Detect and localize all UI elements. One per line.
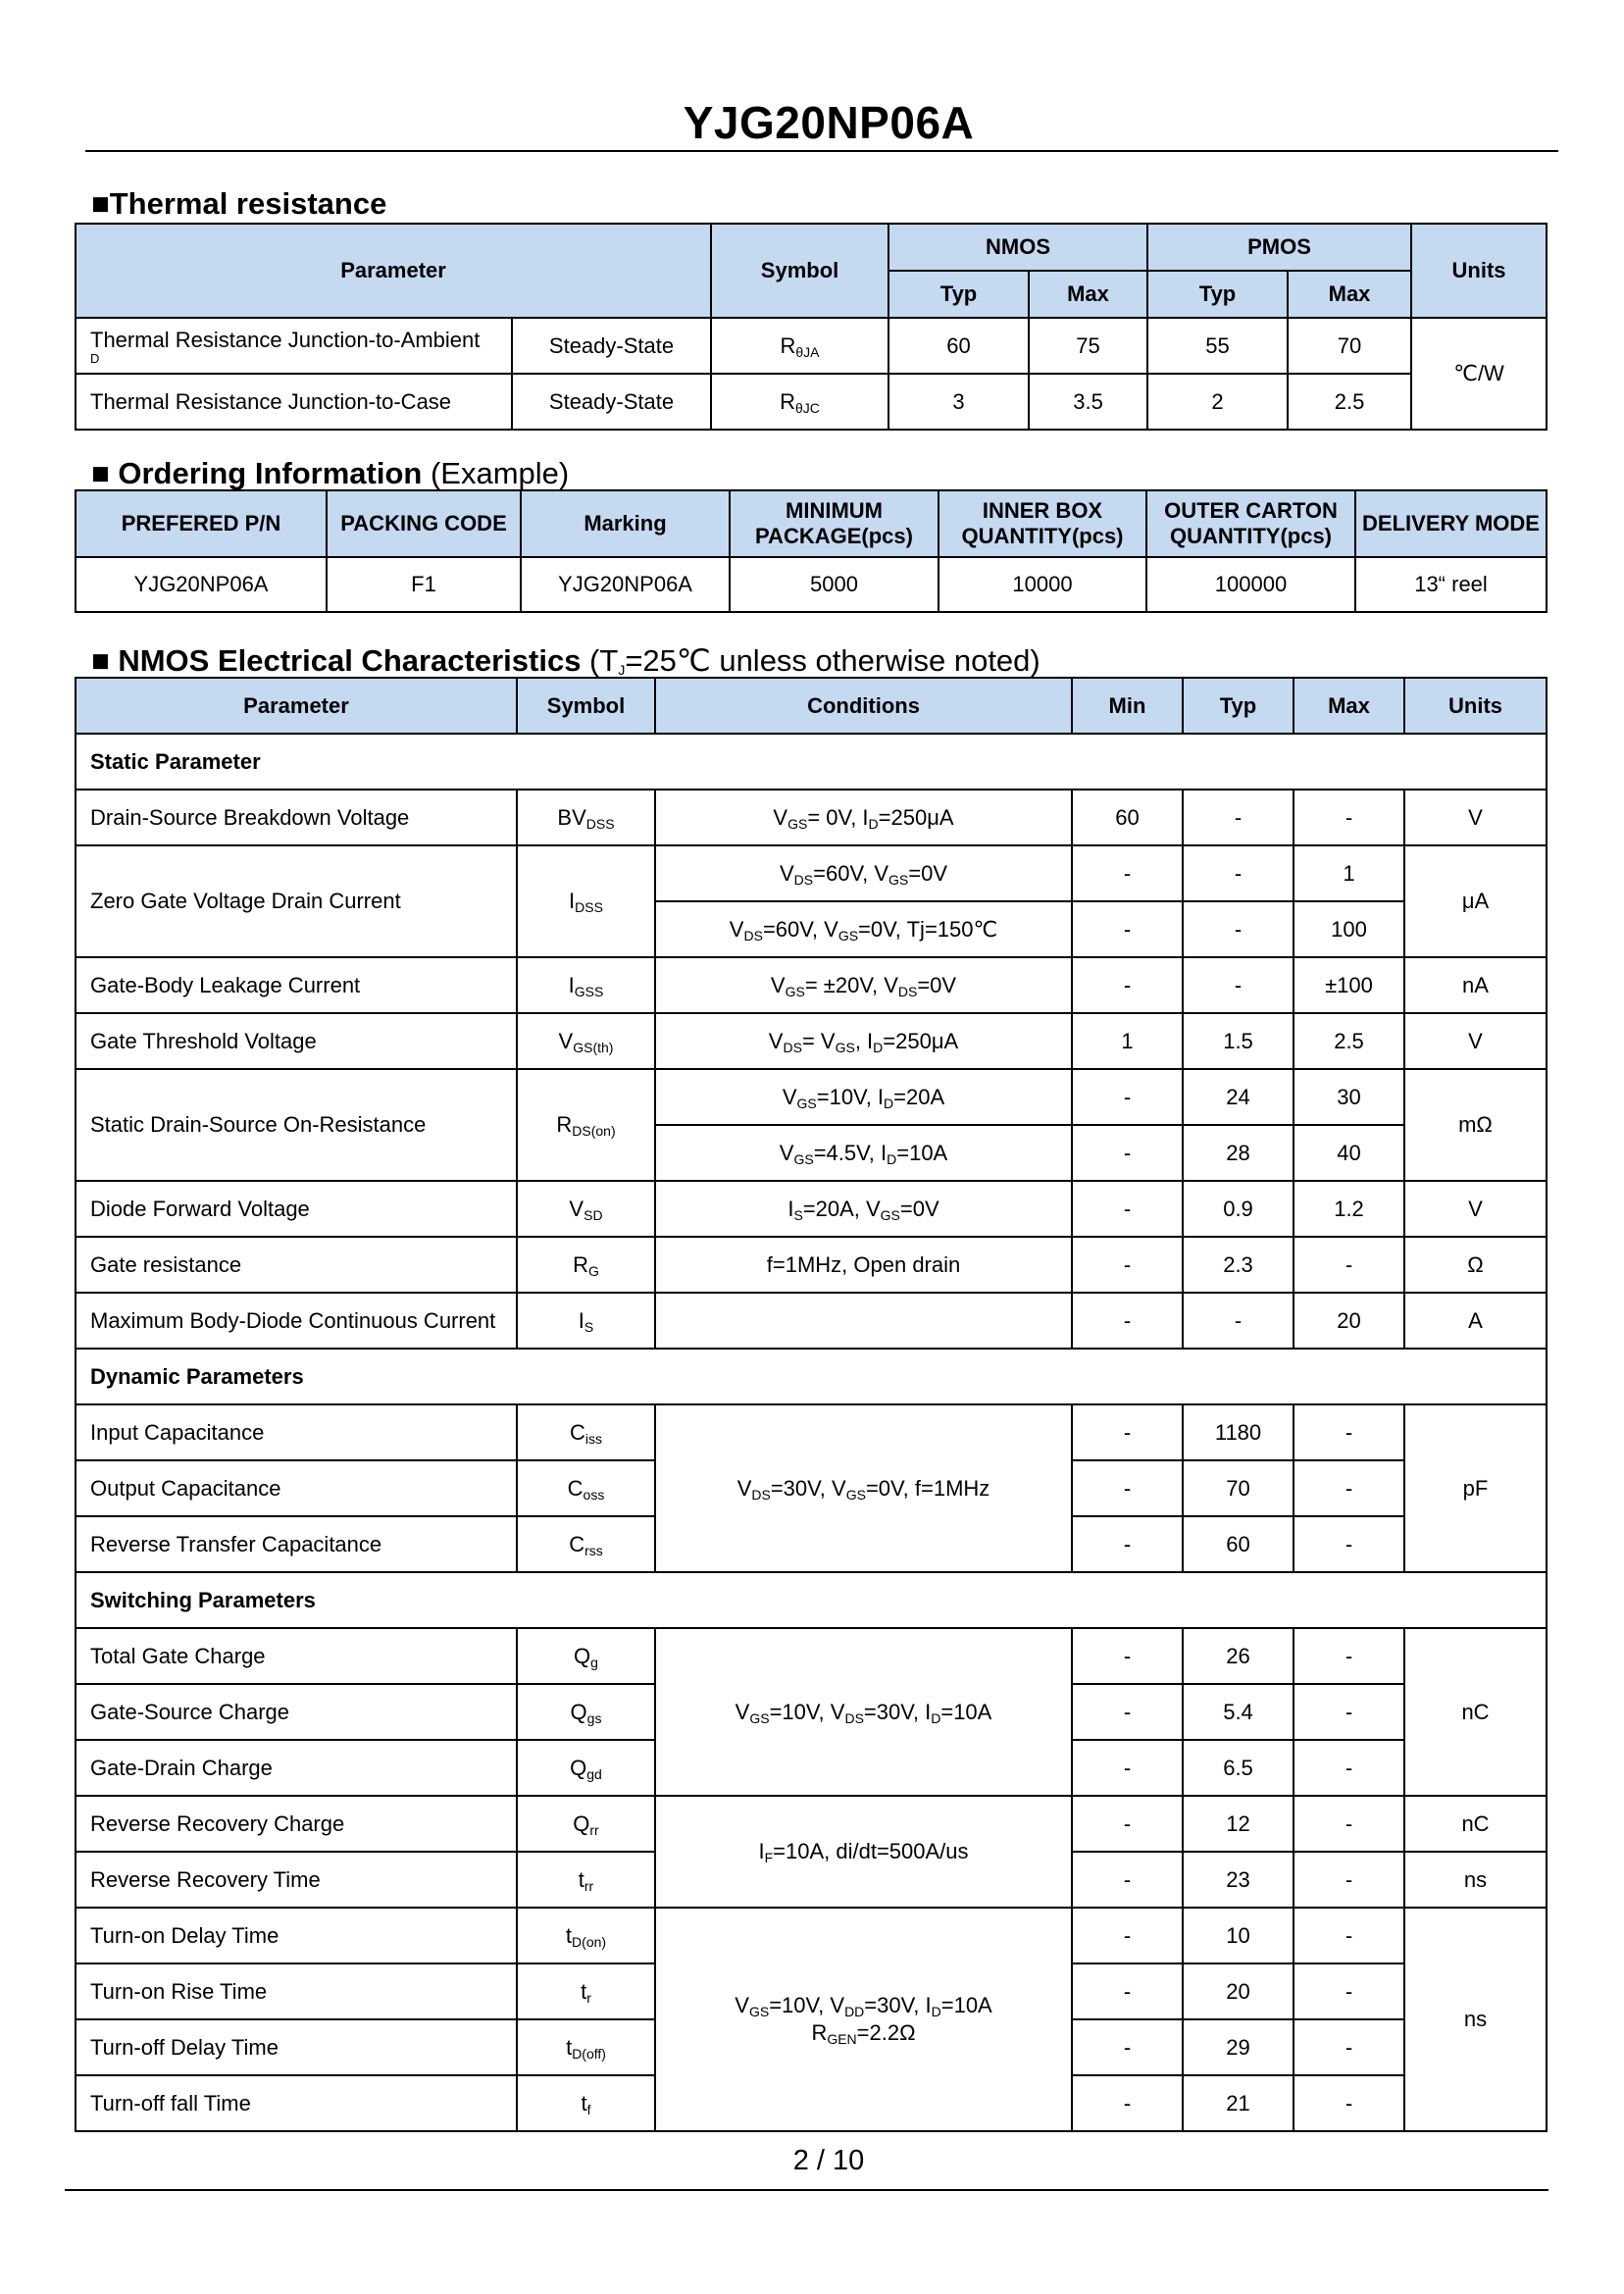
- thermal-cond: Steady-State: [512, 374, 711, 430]
- table-row: [76, 1628, 1547, 1684]
- thermal-cond: Steady-State: [512, 318, 711, 374]
- param-conditions: f=1MHz, Open drain: [655, 1237, 1072, 1293]
- nmos-table: [75, 677, 1548, 2132]
- param-conditions: $V_{DS}=60V$, $V_{GS}=0V$: [655, 845, 1072, 901]
- thermal-units: ℃/W: [1411, 318, 1547, 430]
- value-typ: 10: [1183, 1908, 1294, 1963]
- value-unit: pF: [1404, 1404, 1547, 1572]
- value-max: -: [1294, 1628, 1404, 1684]
- table-row: [76, 1013, 1547, 1069]
- value-min: -: [1072, 901, 1183, 957]
- value-min: -: [1072, 1628, 1183, 1684]
- param-name: Gate-Source Charge: [76, 1684, 517, 1740]
- param-conditions: $V_{GS}=10V$, $I_D=20A$: [655, 1069, 1072, 1125]
- value-typ: -: [1183, 845, 1294, 901]
- value-min: -: [1072, 1237, 1183, 1293]
- value-typ: 24: [1183, 1069, 1294, 1125]
- col-header-symbol: Symbol: [517, 678, 655, 734]
- ordering-cell: YJG20NP06A: [521, 557, 730, 612]
- param-name: Diode Forward Voltage: [76, 1181, 517, 1237]
- param-symbol: $V_{GS(th)}$: [517, 1013, 655, 1069]
- value-typ: 2.3: [1183, 1237, 1294, 1293]
- value-max: 1: [1294, 845, 1404, 901]
- ordering-header: INNER BOX QUANTITY(pcs): [939, 490, 1146, 557]
- col-header-parameter: Parameter: [76, 678, 517, 734]
- value-max: -: [1294, 1404, 1404, 1460]
- th-nmos-max: Max: [1029, 271, 1147, 318]
- table-row: [76, 790, 1547, 845]
- value-unit: μA: [1404, 845, 1547, 957]
- value-max: -: [1294, 1796, 1404, 1852]
- value-typ: 12: [1183, 1796, 1294, 1852]
- value-unit: V: [1404, 790, 1547, 845]
- table-row: [76, 1908, 1547, 1963]
- th-pmos-max: Max: [1288, 271, 1411, 318]
- value-typ: -: [1183, 790, 1294, 845]
- table-row: [76, 557, 1547, 612]
- value-max: 100: [1294, 901, 1404, 957]
- value-typ: -: [1183, 901, 1294, 957]
- table-row: [76, 1293, 1547, 1349]
- value-max: 40: [1294, 1125, 1404, 1181]
- nmos-heading: ■ NMOS Electrical Characteristics ($T_J=25℃$ unless otherwise noted): [91, 643, 1040, 678]
- col-header-max: Max: [1294, 678, 1404, 734]
- param-name: Turn-on Delay Time: [76, 1908, 517, 1963]
- param-name: Output Capacitance: [76, 1460, 517, 1516]
- value-unit: nC: [1404, 1796, 1547, 1852]
- value-max: 2.5: [1294, 1013, 1404, 1069]
- value-typ: 20: [1183, 1963, 1294, 2019]
- ordering-cell: F1: [327, 557, 521, 612]
- param-name: Reverse Recovery Time: [76, 1852, 517, 1908]
- value-max: -: [1294, 1516, 1404, 1572]
- th-parameter: Parameter: [76, 224, 711, 318]
- value-min: -: [1072, 1460, 1183, 1516]
- value-min: -: [1072, 1740, 1183, 1796]
- value-unit: ns: [1404, 1908, 1547, 2131]
- ordering-header: PREFERED P/N: [76, 490, 327, 557]
- param-symbol: $BV_{DSS}$: [517, 790, 655, 845]
- ordering-table: [75, 489, 1548, 613]
- table-row: [76, 957, 1547, 1013]
- thermal-symbol: $R_{\theta JC}$: [711, 374, 888, 430]
- value-typ: 5.4: [1183, 1684, 1294, 1740]
- value-typ: -: [1183, 1293, 1294, 1349]
- page-number: 2 / 10: [792, 2145, 865, 2176]
- param-symbol: $R_G$: [517, 1237, 655, 1293]
- param-symbol: $Q_{rr}$: [517, 1796, 655, 1852]
- thermal-heading: ■Thermal resistance: [91, 186, 387, 221]
- table-row: [76, 1069, 1547, 1125]
- table-row: [76, 374, 1547, 430]
- param-symbol: $C_{rss}$: [517, 1516, 655, 1572]
- col-header-min: Min: [1072, 678, 1183, 734]
- param-conditions: $V_{GS}=10V$, $V_{DD}=30V$, $I_D=10A$ $R_{GEN}=2.2\Omega$: [655, 1908, 1072, 2131]
- table-row: [76, 845, 1547, 901]
- value-min: -: [1072, 845, 1183, 901]
- thermal-value: 60: [888, 318, 1029, 374]
- value-unit: A: [1404, 1293, 1547, 1349]
- footer-rule: [65, 2189, 1548, 2191]
- value-typ: 28: [1183, 1125, 1294, 1181]
- value-max: -: [1294, 1852, 1404, 1908]
- value-max: -: [1294, 1237, 1404, 1293]
- value-min: -: [1072, 1516, 1183, 1572]
- param-name: Gate-Body Leakage Current: [76, 957, 517, 1013]
- ordering-header: PACKING CODE: [327, 490, 521, 557]
- value-typ: -: [1183, 957, 1294, 1013]
- param-name: Turn-off Delay Time: [76, 2019, 517, 2075]
- value-min: -: [1072, 2075, 1183, 2131]
- table-row: [76, 318, 1547, 374]
- value-typ: 1.5: [1183, 1013, 1294, 1069]
- param-conditions: $V_{DS}= V_{GS}$, $I_D=250\mu A$: [655, 1013, 1072, 1069]
- th-units: Units: [1411, 224, 1547, 318]
- value-min: -: [1072, 1963, 1183, 2019]
- th-pmos: PMOS: [1147, 224, 1411, 271]
- value-max: -: [1294, 790, 1404, 845]
- value-max: -: [1294, 1908, 1404, 1963]
- value-max: -: [1294, 1460, 1404, 1516]
- value-max: -: [1294, 2019, 1404, 2075]
- value-unit: ns: [1404, 1852, 1547, 1908]
- thermal-value: 2: [1147, 374, 1288, 430]
- param-conditions: $V_{GS}=4.5V$, $I_D=10A$: [655, 1125, 1072, 1181]
- param-symbol: $Q_g$: [517, 1628, 655, 1684]
- thermal-value: 3: [888, 374, 1029, 430]
- header-rule: [85, 150, 1558, 152]
- param-name: Drain-Source Breakdown Voltage: [76, 790, 517, 845]
- param-conditions: $V_{DS}=30V$, $V_{GS}=0V$, f=1MHz: [655, 1404, 1072, 1572]
- value-min: -: [1072, 1069, 1183, 1125]
- col-header-conditions: Conditions: [655, 678, 1072, 734]
- table-row: [76, 1404, 1547, 1460]
- param-name: Reverse Transfer Capacitance: [76, 1516, 517, 1572]
- param-name: Maximum Body-Diode Continuous Current: [76, 1293, 517, 1349]
- value-min: -: [1072, 1908, 1183, 1963]
- value-max: -: [1294, 1684, 1404, 1740]
- value-typ: 21: [1183, 2075, 1294, 2131]
- value-unit: nC: [1404, 1628, 1547, 1796]
- param-name: Static Drain-Source On-Resistance: [76, 1069, 517, 1181]
- value-min: -: [1072, 957, 1183, 1013]
- param-symbol: $Q_{gd}$: [517, 1740, 655, 1796]
- ordering-cell: 100000: [1146, 557, 1355, 612]
- ordering-cell: 13“ reel: [1355, 557, 1547, 612]
- thermal-value: 55: [1147, 318, 1288, 374]
- param-symbol: $t_{D(on)}$: [517, 1908, 655, 1963]
- value-typ: 60: [1183, 1516, 1294, 1572]
- document-title: YJG20NP06A: [683, 97, 975, 148]
- value-min: -: [1072, 1181, 1183, 1237]
- value-unit: V: [1404, 1013, 1547, 1069]
- param-name: Gate Threshold Voltage: [76, 1013, 517, 1069]
- value-typ: 6.5: [1183, 1740, 1294, 1796]
- value-min: 60: [1072, 790, 1183, 845]
- param-name: Turn-off fall Time: [76, 2075, 517, 2131]
- value-max: -: [1294, 2075, 1404, 2131]
- ordering-heading: ■ Ordering Information (Example): [91, 456, 570, 490]
- col-header-units: Units: [1404, 678, 1547, 734]
- value-typ: 23: [1183, 1852, 1294, 1908]
- thermal-param: Thermal Resistance Junction-to-Case: [76, 374, 512, 430]
- param-conditions: $I_F=10A$, di/dt=500A/us: [655, 1796, 1072, 1908]
- th-nmos: NMOS: [888, 224, 1147, 271]
- param-name: Input Capacitance: [76, 1404, 517, 1460]
- value-max: -: [1294, 1963, 1404, 2019]
- value-min: -: [1072, 1404, 1183, 1460]
- ordering-cell: 10000: [939, 557, 1146, 612]
- value-max: 20: [1294, 1293, 1404, 1349]
- value-typ: 70: [1183, 1460, 1294, 1516]
- param-symbol: $Q_{gs}$: [517, 1684, 655, 1740]
- thermal-value: 70: [1288, 318, 1411, 374]
- param-symbol: $I_{DSS}$: [517, 845, 655, 957]
- value-typ: 1180: [1183, 1404, 1294, 1460]
- thermal-value: 75: [1029, 318, 1147, 374]
- th-symbol: Symbol: [711, 224, 888, 318]
- group-dynamic: Dynamic Parameters: [76, 1349, 1547, 1404]
- param-conditions: $V_{GS}= 0V$, $I_D=250\mu A$: [655, 790, 1072, 845]
- value-unit: mΩ: [1404, 1069, 1547, 1181]
- value-unit: Ω: [1404, 1237, 1547, 1293]
- footnote-ref: D: [90, 350, 100, 366]
- col-header-typ: Typ: [1183, 678, 1294, 734]
- table-row: [76, 1237, 1547, 1293]
- value-unit: V: [1404, 1181, 1547, 1237]
- param-conditions: $V_{DS}=60V$, $V_{GS}=0V$, Tj=150℃: [655, 901, 1072, 957]
- param-name: Reverse Recovery Charge: [76, 1796, 517, 1852]
- param-symbol: $t_{D(off)}$: [517, 2019, 655, 2075]
- ordering-header: OUTER CARTON QUANTITY(pcs): [1146, 490, 1355, 557]
- value-min: -: [1072, 1684, 1183, 1740]
- value-min: -: [1072, 1293, 1183, 1349]
- ordering-cell: 5000: [730, 557, 939, 612]
- param-symbol: $t_f$: [517, 2075, 655, 2131]
- thermal-table: [75, 223, 1548, 431]
- value-max: -: [1294, 1740, 1404, 1796]
- value-typ: 0.9: [1183, 1181, 1294, 1237]
- ordering-cell: YJG20NP06A: [76, 557, 327, 612]
- param-symbol: $C_{iss}$: [517, 1404, 655, 1460]
- ordering-header: Marking: [521, 490, 730, 557]
- param-name: Gate resistance: [76, 1237, 517, 1293]
- param-conditions: [655, 1293, 1072, 1349]
- table-row: [76, 1796, 1547, 1852]
- param-conditions: $V_{GS}= \pm 20V$, $V_{DS}=0V$: [655, 957, 1072, 1013]
- value-min: -: [1072, 1796, 1183, 1852]
- group-static: Static Parameter: [76, 734, 1547, 790]
- value-min: -: [1072, 1852, 1183, 1908]
- thermal-value: 2.5: [1288, 374, 1411, 430]
- value-min: -: [1072, 1125, 1183, 1181]
- value-max: 1.2: [1294, 1181, 1404, 1237]
- param-name: Zero Gate Voltage Drain Current: [76, 845, 517, 957]
- param-symbol: $t_r$: [517, 1963, 655, 2019]
- value-unit: nA: [1404, 957, 1547, 1013]
- param-name: Turn-on Rise Time: [76, 1963, 517, 2019]
- value-max: 30: [1294, 1069, 1404, 1125]
- th-nmos-typ: Typ: [888, 271, 1029, 318]
- ordering-header: DELIVERY MODE: [1355, 490, 1547, 557]
- param-conditions: $I_S=20A$, $V_{GS}=0V$: [655, 1181, 1072, 1237]
- param-symbol: $V_{SD}$: [517, 1181, 655, 1237]
- group-switching: Switching Parameters: [76, 1572, 1547, 1628]
- value-min: 1: [1072, 1013, 1183, 1069]
- param-name: Gate-Drain Charge: [76, 1740, 517, 1796]
- param-symbol: $I_S$: [517, 1293, 655, 1349]
- table-row: [76, 1181, 1547, 1237]
- thermal-value: 3.5: [1029, 374, 1147, 430]
- value-typ: 26: [1183, 1628, 1294, 1684]
- param-symbol: $t_{rr}$: [517, 1852, 655, 1908]
- th-pmos-typ: Typ: [1147, 271, 1288, 318]
- value-min: -: [1072, 2019, 1183, 2075]
- thermal-param: Thermal Resistance Junction-to-Ambient D: [76, 318, 512, 374]
- value-max: ±100: [1294, 957, 1404, 1013]
- param-conditions: $V_{GS}=10V$, $V_{DS}=30V$, $I_D=10A$: [655, 1628, 1072, 1796]
- param-symbol: $R_{DS(on)}$: [517, 1069, 655, 1181]
- param-symbol: $I_{GSS}$: [517, 957, 655, 1013]
- thermal-symbol: $R_{\theta JA}$: [711, 318, 888, 374]
- param-symbol: $C_{oss}$: [517, 1460, 655, 1516]
- value-typ: 29: [1183, 2019, 1294, 2075]
- param-name: Total Gate Charge: [76, 1628, 517, 1684]
- ordering-header: MINIMUM PACKAGE(pcs): [730, 490, 939, 557]
